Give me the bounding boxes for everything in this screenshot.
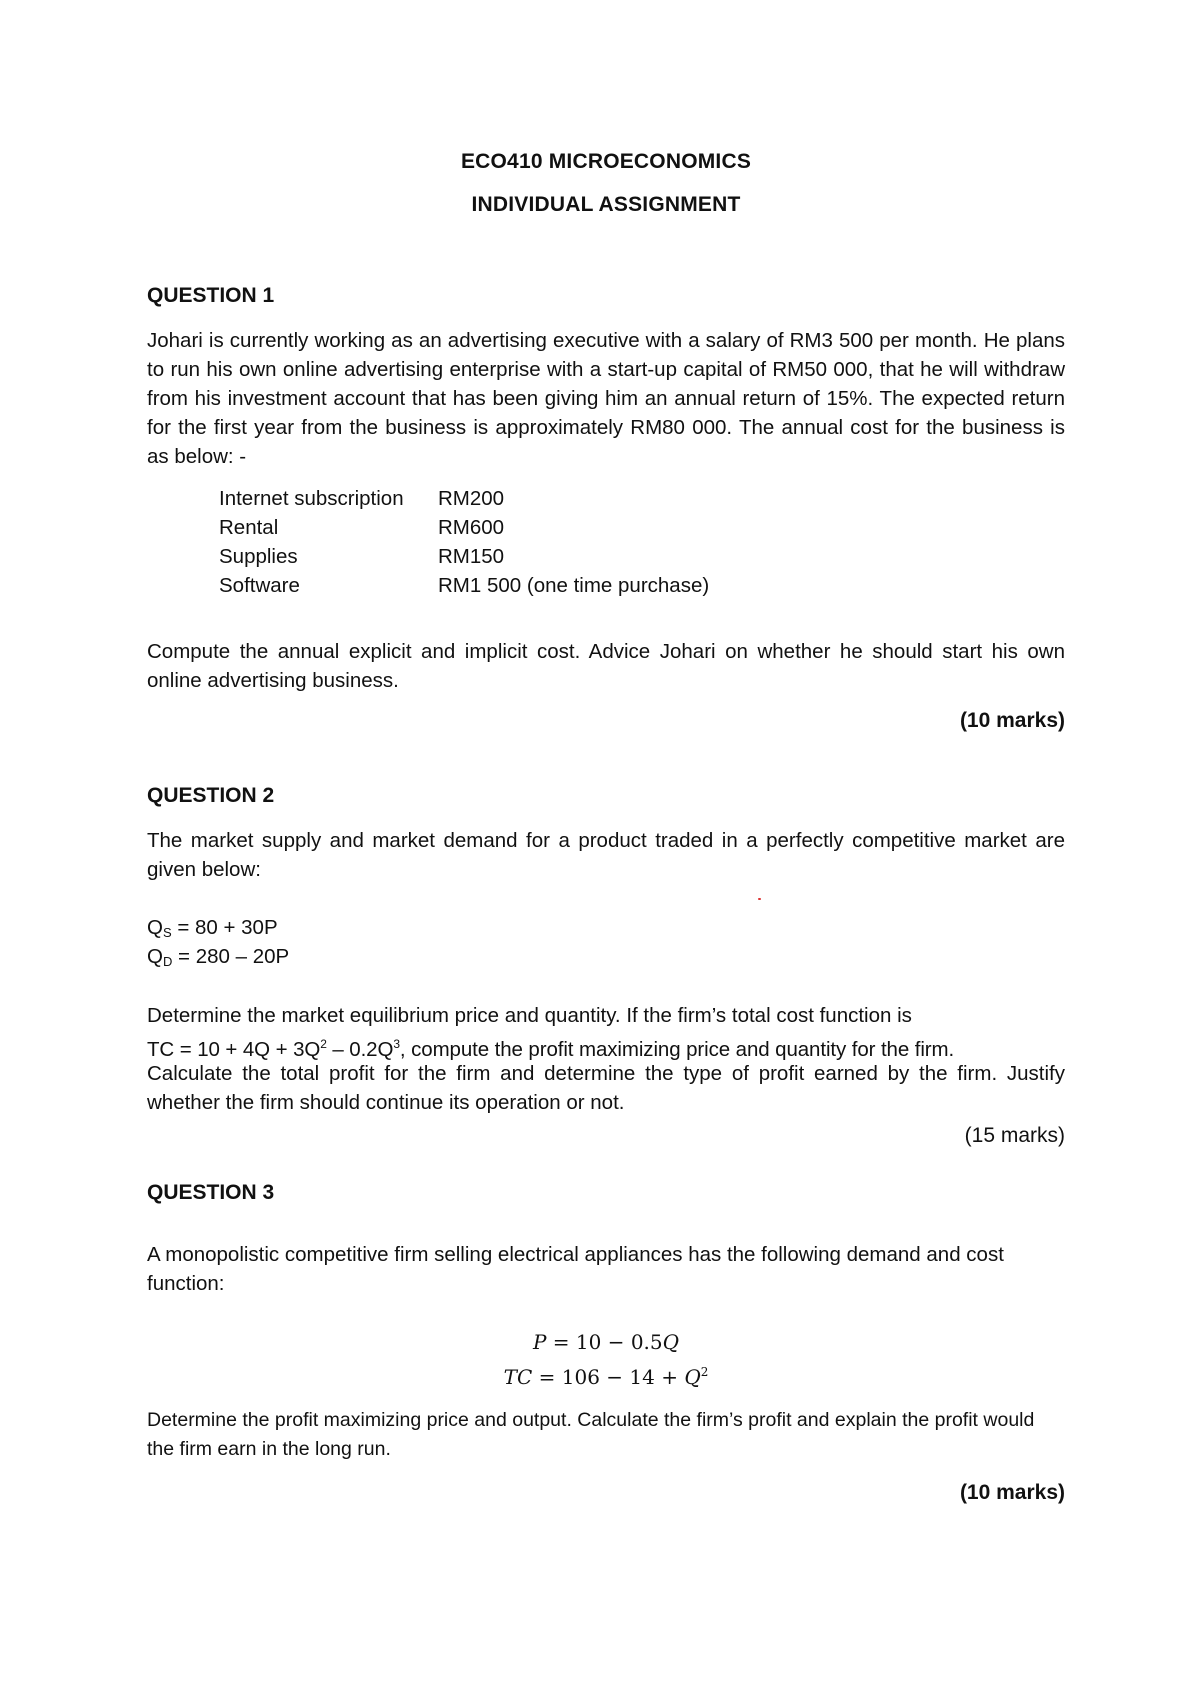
assignment-title: INDIVIDUAL ASSIGNMENT — [471, 193, 741, 216]
cost-item: Internet subscription — [219, 487, 404, 510]
question-2-task-rest: Calculate the total profit for the firm and determine the type of profit earned by the firm. Justify whether the firm should continue its operation or not. — [147, 1062, 1065, 1114]
question-3-heading: QUESTION 3 — [147, 1181, 275, 1204]
question-2-marks: (15 marks) — [964, 1124, 1065, 1147]
cost-row — [219, 516, 709, 545]
cost-row — [219, 487, 709, 516]
assignment-page — [147, 0, 1065, 1698]
cost-item: Rental — [219, 516, 279, 539]
cost-function: TC = $106 - 14 + Q^2$ — [503, 1365, 709, 1389]
question-3-intro: A monopolistic competitive firm selling electrical appliances has the following demand and cost function: — [147, 1243, 1004, 1295]
question-3-task: Determine the profit maximizing price and output. Calculate the firm’s profit and explain the profit would the firm earn in the long run. — [147, 1409, 1035, 1460]
cost-amount: RM200 — [438, 487, 505, 510]
question-2-cost-function: TC = $10 + 4Q + 3Q^2 - 0.2Q^3$, compute the profit maximizing price and quantity for the firm. — [147, 1037, 955, 1061]
question-2-intro: The market supply and market demand for a product traded in a perfectly competitive market are given below: — [147, 829, 1065, 881]
demand-function: P = 10 − 0.5Q — [532, 1330, 680, 1354]
cost-row — [219, 545, 709, 574]
cost-item: Supplies — [219, 545, 298, 568]
cost-amount: RM600 — [438, 516, 505, 539]
supply-equation: $Q_S = 80 + 30P$ — [147, 916, 278, 940]
course-title: ECO410 MICROECONOMICS — [460, 150, 752, 173]
cost-row — [219, 574, 709, 603]
question-3-marks: (10 marks) — [959, 1481, 1065, 1504]
cost-amount: RM1 500 (one time purchase) — [438, 574, 710, 597]
question-1-marks: (10 marks) — [959, 709, 1065, 732]
question-2-heading: QUESTION 2 — [147, 784, 275, 807]
question-1-task: Compute the annual explicit and implicit cost. Advice Johari on whether he should start his own online advertising business. — [147, 640, 1065, 692]
cost-item: Software — [219, 574, 300, 597]
question-1-intro: Johari is currently working as an advertising executive with a salary of RM3 500 per month. He plans to run his own online advertising enterprise with a start-up capital of RM50 000, that he will withdraw from his investment account that has been giving him an annual return of 15%. The expected return for the first year from the business is approximately RM80 000. The annual cost for the business is as below: - — [147, 329, 1065, 468]
question-1-heading: QUESTION 1 — [147, 284, 275, 307]
cost-table — [219, 487, 709, 603]
question-2-task-line1: Determine the market equilibrium price and quantity. If the firm’s total cost function is — [147, 1004, 912, 1027]
cost-amount: RM150 — [438, 545, 505, 568]
demand-equation: $Q_D = 280 - 20P$ — [147, 945, 290, 969]
stray-mark — [758, 898, 761, 900]
